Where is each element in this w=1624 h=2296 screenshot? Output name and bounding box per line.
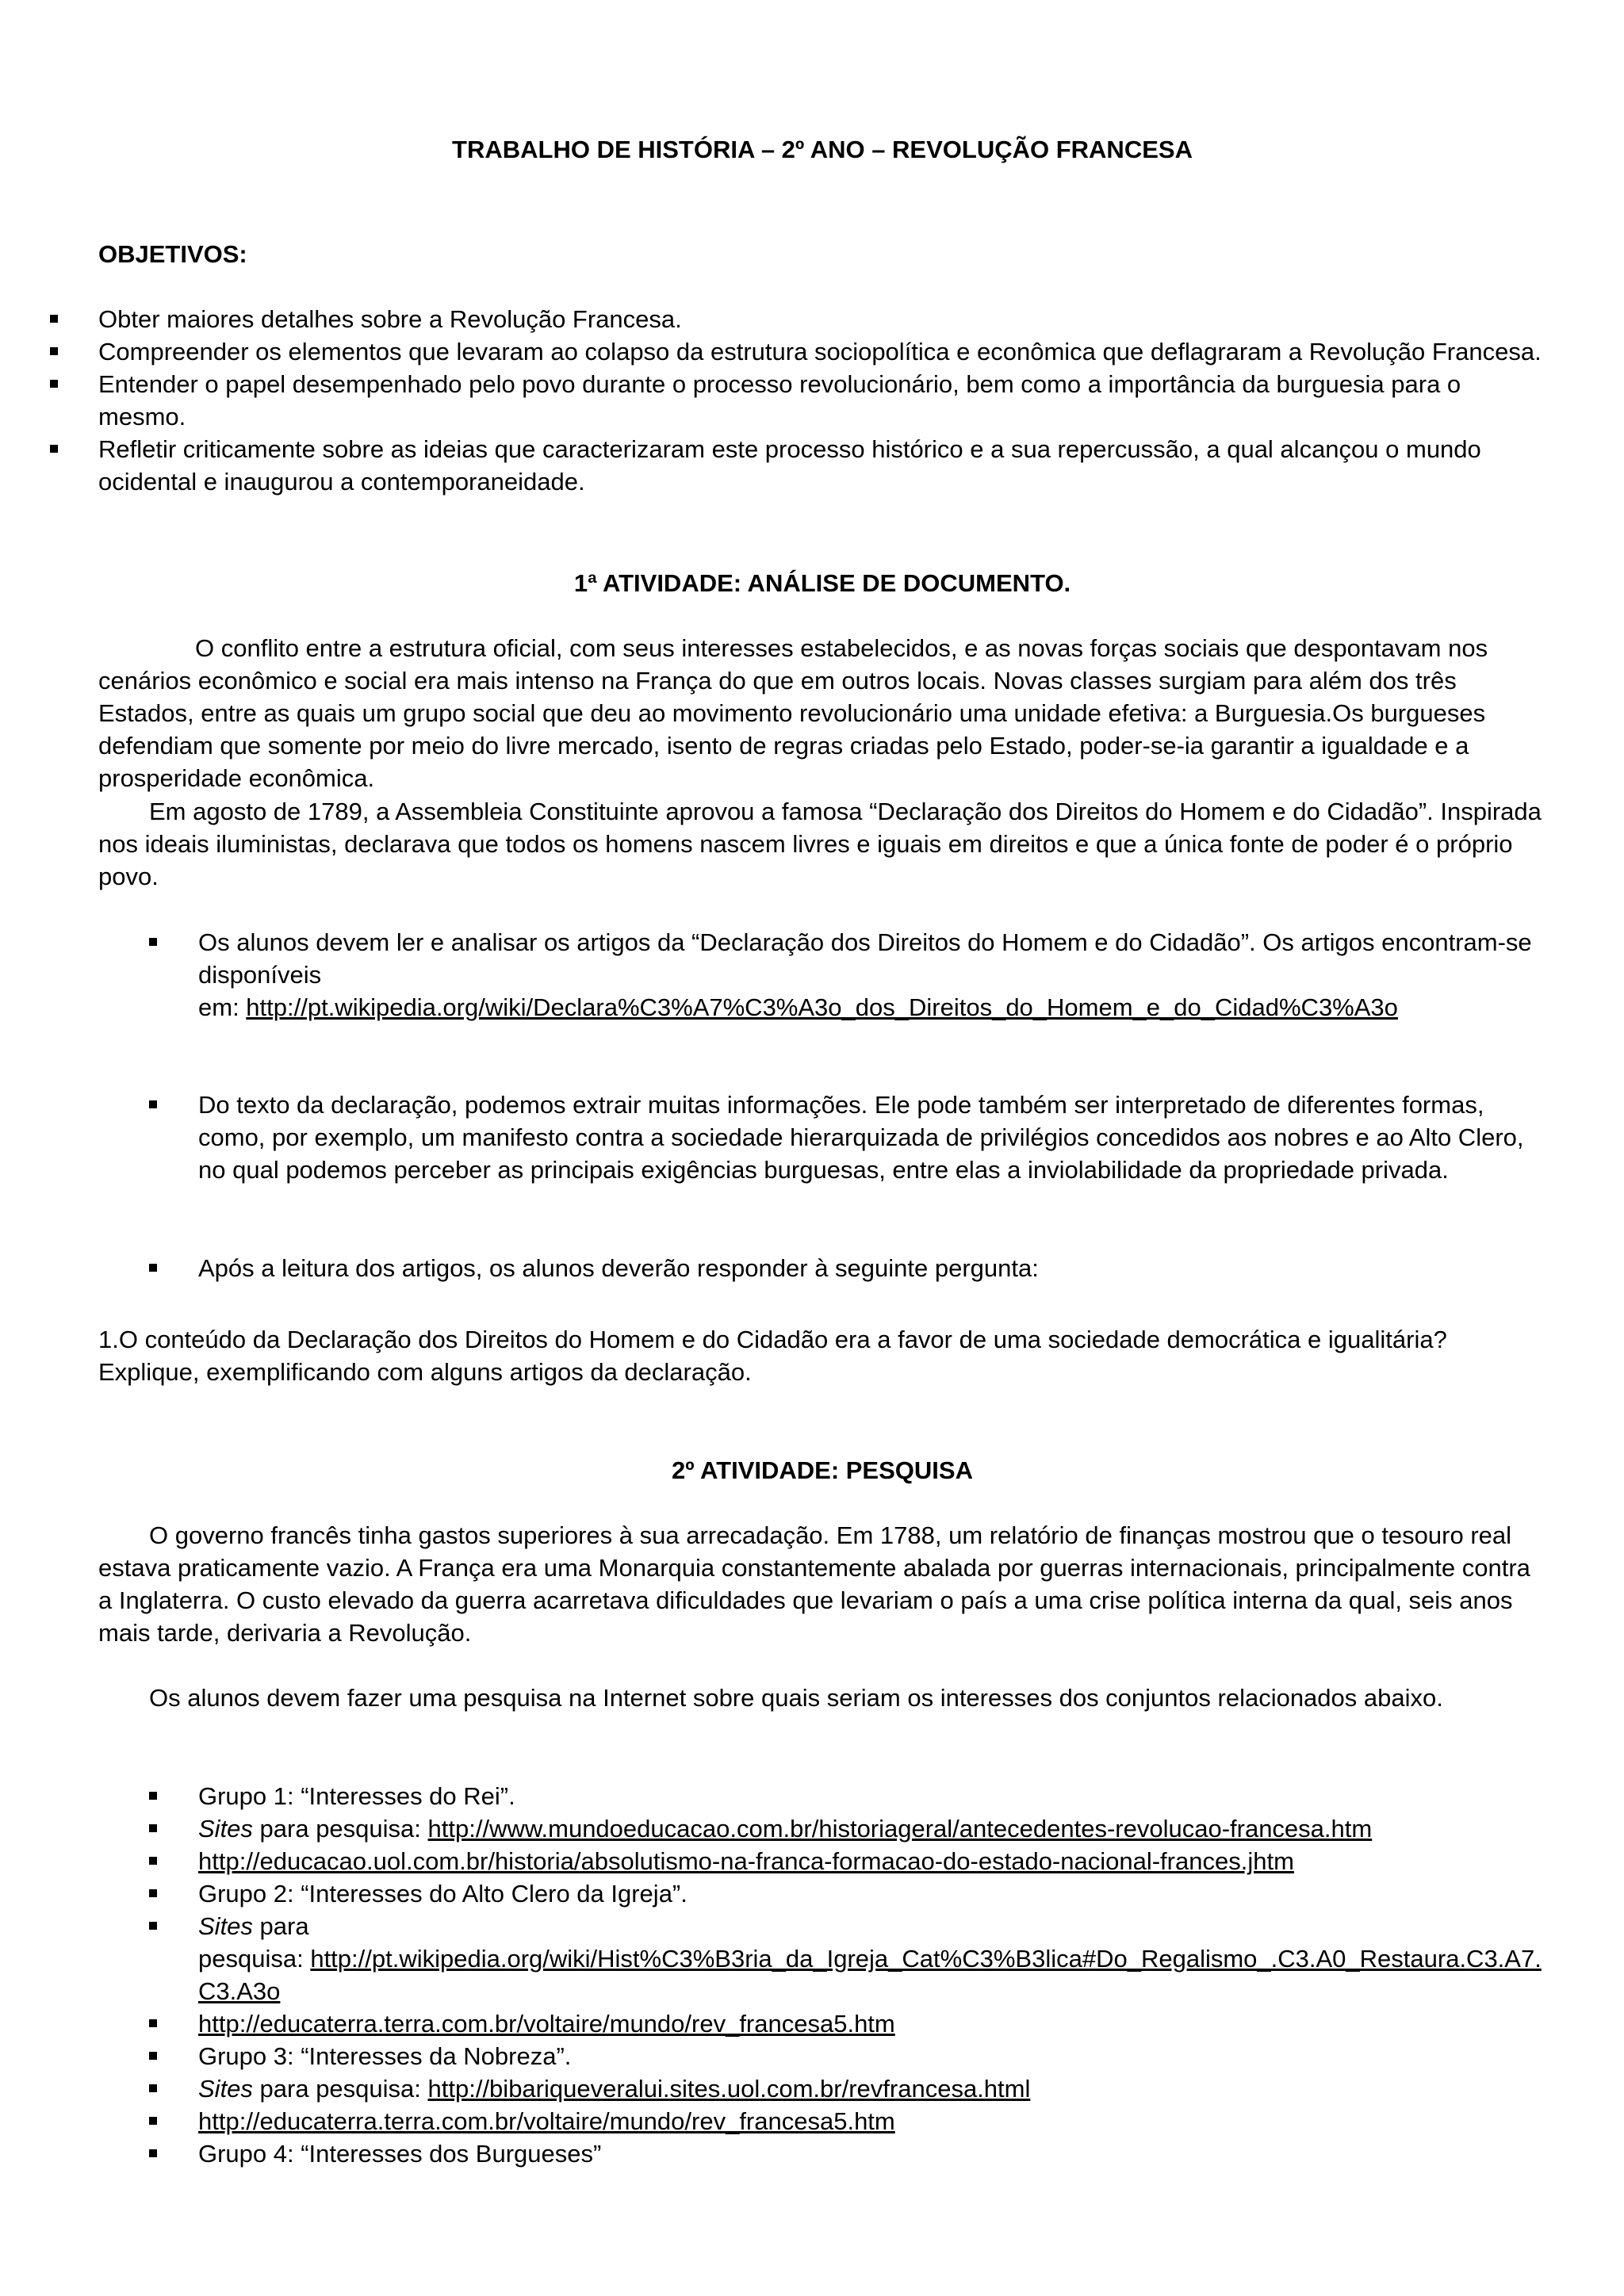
bullet-icon xyxy=(149,938,157,946)
grupo3-link-1[interactable]: http://bibariqueveralui.sites.uol.com.br/revfrancesa.html xyxy=(427,2075,1031,2103)
grupo2-link-2[interactable]: http://educaterra.terra.com.br/voltaire/mundo/rev_francesa5.htm xyxy=(198,2010,895,2038)
list-item xyxy=(198,1845,1546,1877)
grupo1-link-1[interactable]: http://www.mundoeducacao.com.br/historiageral/antecedentes-revolucao-francesa.htm xyxy=(427,1815,1373,1843)
bullet-icon xyxy=(149,2052,157,2060)
list-item: Entender o papel desempenhado pelo povo durante o processo revolucionário, bem como a importância da burguesia para o mesmo. xyxy=(98,368,1546,433)
list-item: Sites para pesquisa: http://pt.wikipedia.org/wiki/Hist%C3%B3ria_da_Igreja_Cat%C3%B3lica#Do_Regalismo_.C3.A0_Restaura.C3.A7.C3.A3o xyxy=(198,1910,1546,2007)
bullet-icon xyxy=(149,2149,157,2157)
bullet-icon xyxy=(149,2019,157,2027)
atividade1-bullet-1 xyxy=(198,926,1546,1024)
list-item: Compreender os elementos que levaram ao colapso da estrutura sociopolítica e econômica que deflagraram a Revolução Francesa. xyxy=(98,335,1546,368)
atividade1-bullet-2 xyxy=(198,1089,1546,1186)
list-item: Refletir criticamente sobre as ideias que caracterizaram este processo histórico e a sua repercussão, a qual alcançou o mundo ocidental e inaugurou a contemporaneidade. xyxy=(98,433,1546,498)
bullet-icon xyxy=(149,1922,157,1930)
bullet-icon xyxy=(149,2084,157,2092)
atividade1-bullet-3 xyxy=(198,1252,1546,1284)
list-item xyxy=(198,2105,1546,2137)
list-item: Grupo 2: “Interesses do Alto Clero da Igreja”. xyxy=(198,1877,1546,1910)
list-item: Sites para pesquisa: http://www.mundoeducacao.com.br/historiageral/antecedentes-revolucao-francesa.htm xyxy=(198,1812,1546,1845)
bullet-icon xyxy=(50,347,58,355)
list-item: Sites para pesquisa: http://bibariqueveralui.sites.uol.com.br/revfrancesa.html xyxy=(198,2072,1546,2105)
list-item: Grupo 3: “Interesses da Nobreza”. xyxy=(198,2040,1546,2072)
grupo2-link-1[interactable]: http://pt.wikipedia.org/wiki/Hist%C3%B3ria_da_Igreja_Cat%C3%B3lica#Do_Regalismo_.C3.A0_Restaura.C3.A7.C3.A3o xyxy=(198,1945,1542,2005)
objetivos-list xyxy=(98,303,1546,498)
list-item: Após a leitura dos artigos, os alunos deverão responder à seguinte pergunta: xyxy=(198,1252,1546,1284)
bullet-icon xyxy=(149,1792,157,1800)
bullet-icon xyxy=(50,315,58,323)
list-item: Os alunos devem ler e analisar os artigos da “Declaração dos Direitos do Homem e do Cidadão”. Os artigos encontram-se disponíveis em: http://pt.wikipedia.org/wiki/Declara%C3%A7%C3%A3o_dos_Direitos_do_Homem_e_do_Cidad%C3%A3o xyxy=(198,926,1546,1024)
bullet-icon xyxy=(149,1100,157,1108)
atividade2-heading: 2º ATIVIDADE: PESQUISA xyxy=(672,1456,973,1484)
atividade2-paragraph-1: O governo francês tinha gastos superiores à sua arrecadação. Em 1788, um relatório de finanças mostrou que o tesouro real estava praticamente vazio. A França era uma Monarquia constantemente abalada por guerras internacionais, principalmente contra a Inglaterra. O custo elevado da guerra acarretava dificuldades que levariam o país a uma crise política interna da qual, seis anos mais tarde, derivaria a Revolução. xyxy=(98,1521,1530,1647)
grupos-list xyxy=(198,1780,1546,2170)
atividade1-paragraph-2: Em agosto de 1789, a Assembleia Constituinte aprovou a famosa “Declaração dos Direitos do Homem e do Cidadão”. Inspirada nos ideais iluministas, declarava que todos os homens nascem livres e iguais em direitos e que a única fonte de poder é o próprio povo. xyxy=(98,798,1542,890)
bullet-icon xyxy=(50,445,58,453)
bullet-icon xyxy=(149,2117,157,2125)
atividade2-paragraph-2: Os alunos devem fazer uma pesquisa na Internet sobre quais seriam os interesses dos conjuntos relacionados abaixo. xyxy=(149,1684,1443,1712)
bullet-icon xyxy=(149,1824,157,1832)
list-item: Grupo 1: “Interesses do Rei”. xyxy=(198,1780,1546,1812)
objetivos-heading: OBJETIVOS: xyxy=(98,240,247,268)
bullet-icon xyxy=(149,1264,157,1272)
bullet-icon xyxy=(149,1857,157,1865)
grupo1-link-2[interactable]: http://educacao.uol.com.br/historia/absolutismo-na-franca-formacao-do-estado-nacional-frances.jhtm xyxy=(198,1847,1294,1875)
atividade1-paragraph-1: O conflito entre a estrutura oficial, com seus interesses estabelecidos, e as novas forças sociais que despontavam nos cenários econômico e social era mais intenso na França do que em outros locais. Novas classes surgiam para além dos três Estados, entre as quais um grupo social que deu ao movimento revolucionário uma unidade efetiva: a Burguesia.Os burgueses defendiam que somente por meio do livre mercado, isento de regras criadas pelo Estado, poder-se-ia garantir a igualdade e a prosperidade econômica. xyxy=(98,634,1488,792)
atividade1-heading: 1ª ATIVIDADE: ANÁLISE DE DOCUMENTO. xyxy=(573,569,1071,597)
atividade1-question: 1.O conteúdo da Declaração dos Direitos do Homem e do Cidadão era a favor de uma sociedade democrática e igualitária? Explique, exemplificando com alguns artigos da declaração. xyxy=(98,1326,1447,1386)
bullet-icon xyxy=(50,380,58,388)
list-item: Do texto da declaração, podemos extrair muitas informações. Ele pode também ser interpretado de diferentes formas, como, por exemplo, um manifesto contra a sociedade hierarquizada de privilégios concedidos aos nobres e ao Alto Clero, no qual podemos perceber as principais exigências burguesas, entre elas a inviolabilidade da propriedade privada. xyxy=(198,1089,1546,1186)
list-item: Obter maiores detalhes sobre a Revolução Francesa. xyxy=(98,303,1546,335)
bullet-icon xyxy=(149,1889,157,1897)
list-item: Grupo 4: “Interesses dos Burgueses” xyxy=(198,2137,1546,2170)
page-title: TRABALHO DE HISTÓRIA – 2º ANO – REVOLUÇÃO FRANCESA xyxy=(452,136,1193,163)
declaracao-link[interactable]: http://pt.wikipedia.org/wiki/Declara%C3%A7%C3%A3o_dos_Direitos_do_Homem_e_do_Cidad%C3%A3o xyxy=(246,993,1398,1021)
grupo3-link-2[interactable]: http://educaterra.terra.com.br/voltaire/mundo/rev_francesa5.htm xyxy=(198,2107,895,2135)
list-item xyxy=(198,2007,1546,2040)
